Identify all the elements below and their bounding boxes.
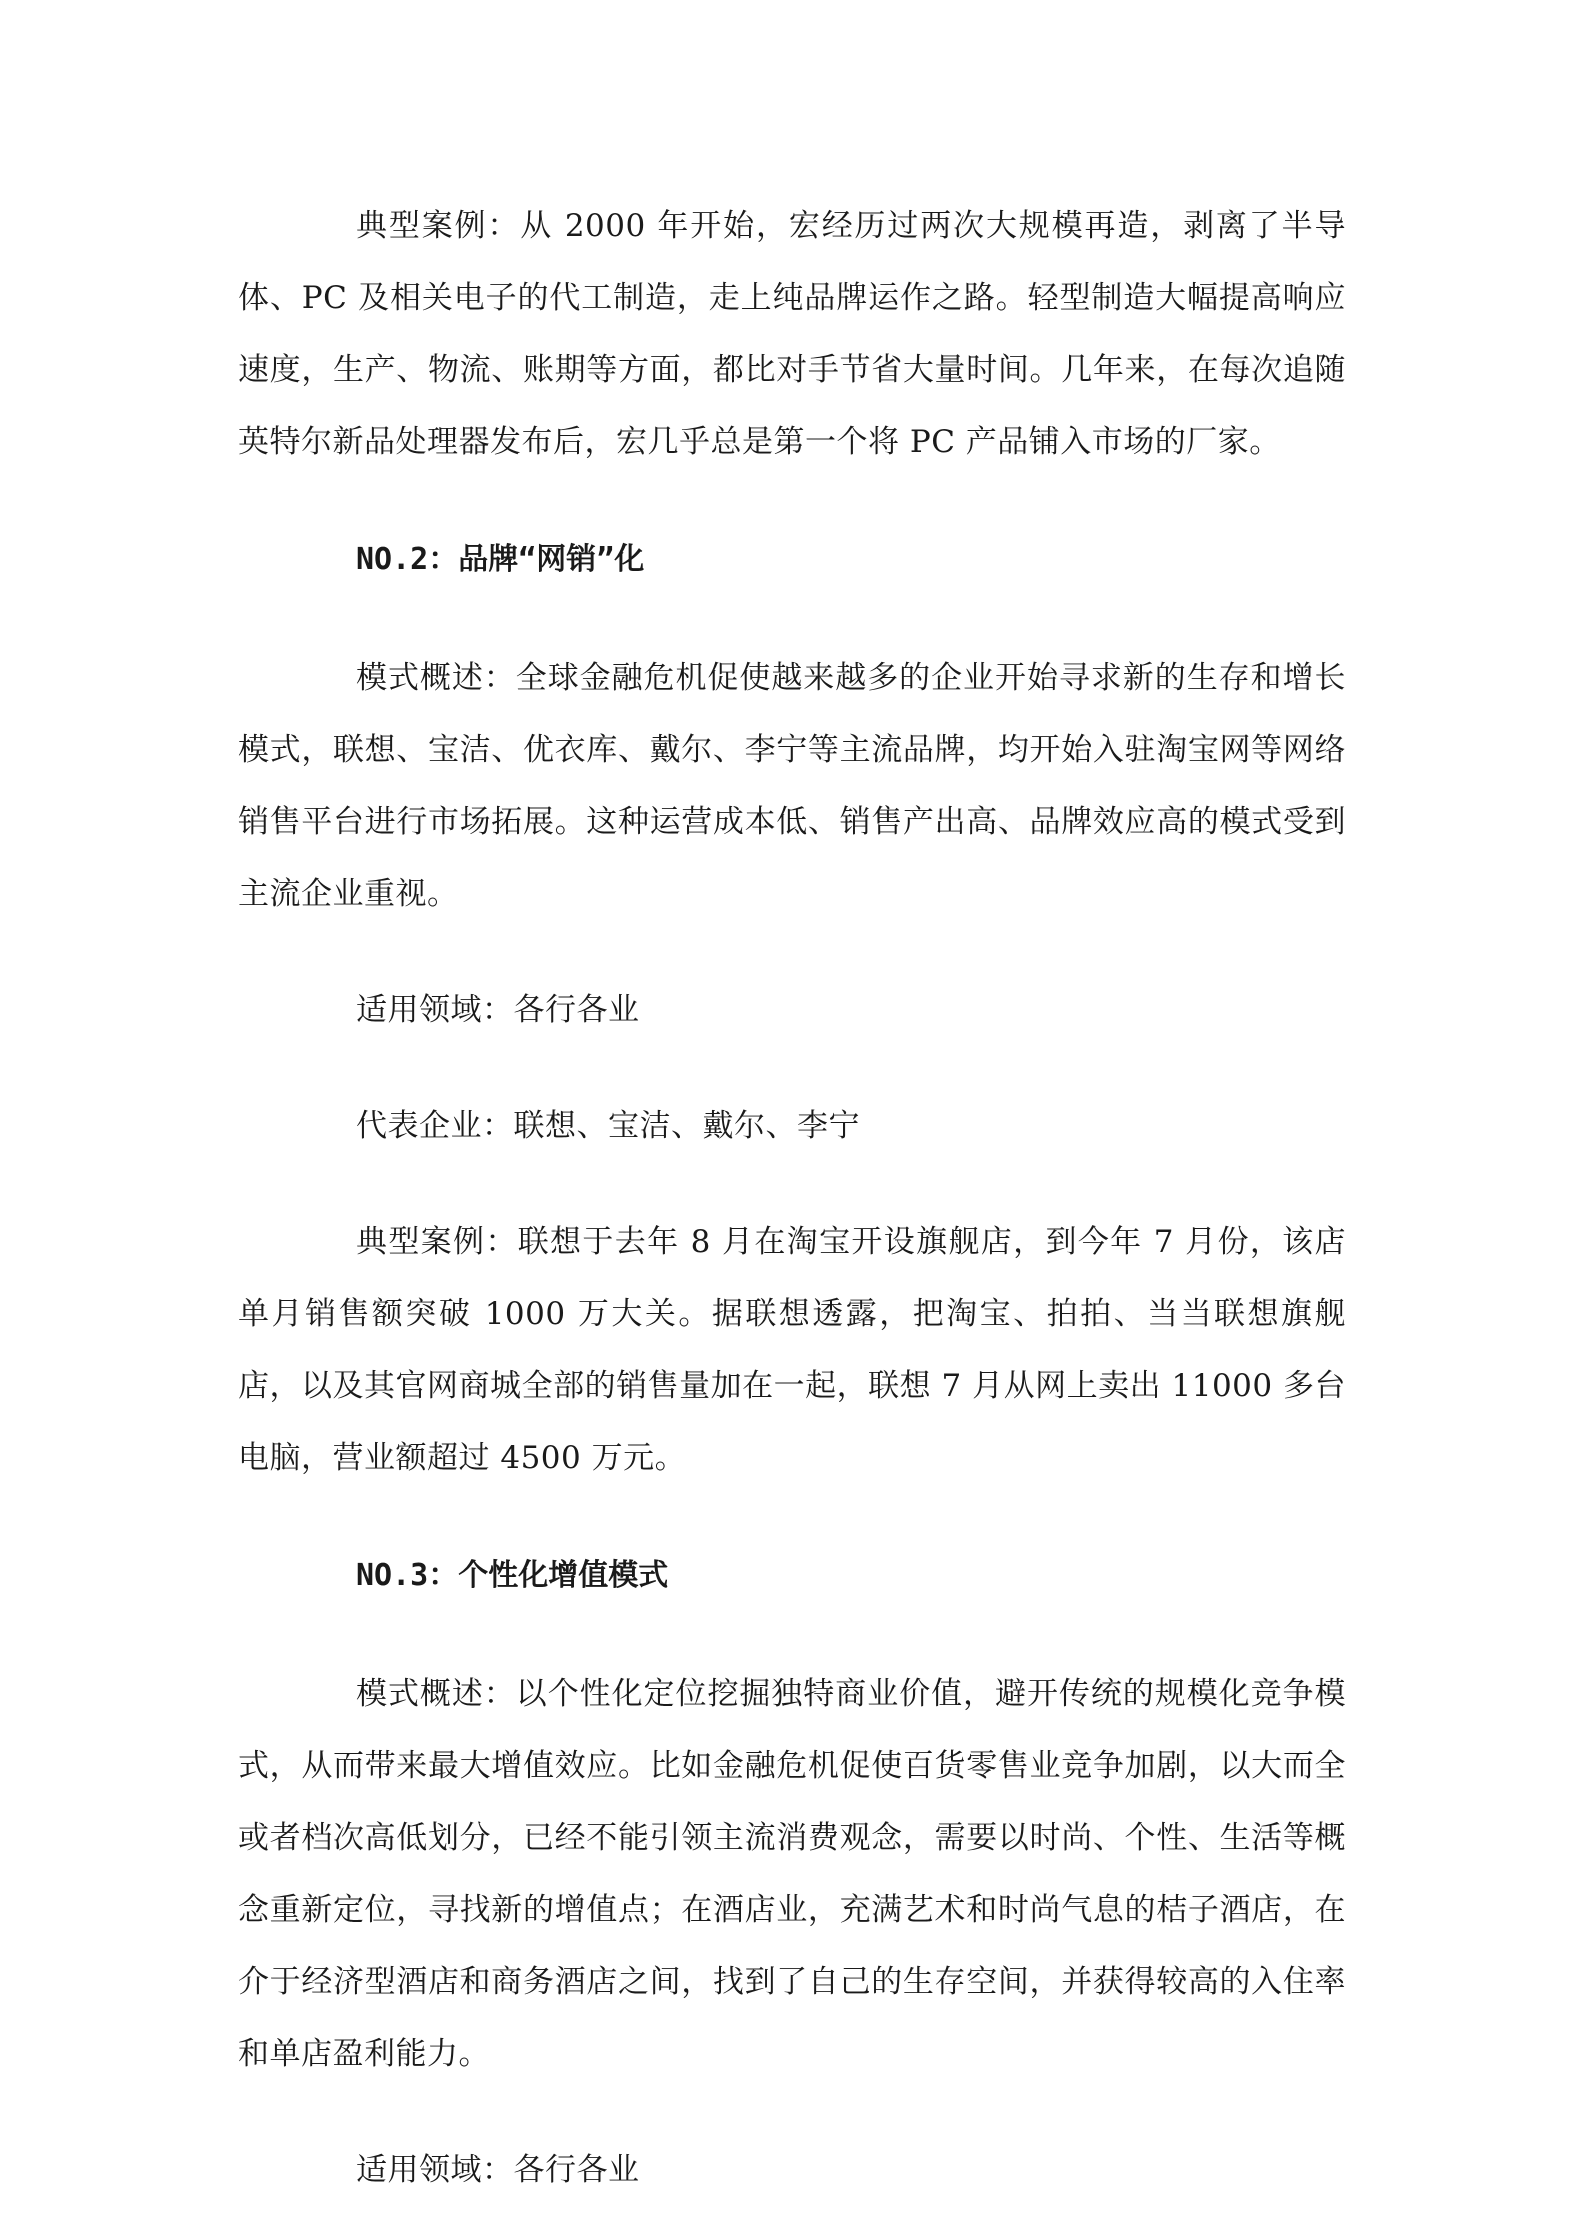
spacer <box>238 2090 1346 2134</box>
spacer <box>238 1162 1346 1206</box>
spacer <box>238 1612 1346 1658</box>
section-heading-no3: NO.3：个性化增值模式 <box>356 1558 669 1593</box>
spacer <box>238 1494 1346 1540</box>
section-heading-no2: NO.2：品牌“网销”化 <box>356 542 645 577</box>
spacer <box>238 596 1346 642</box>
overview-paragraph-no2: 模式概述：全球金融危机促使越来越多的企业开始寻求新的生存和增长模式，联想、宝洁、优衣库、戴尔、李宁等主流品牌，均开始入驻淘宝网等网络销售平台进行市场拓展。这种运营成本低、销售产出高、品牌效应高的模式受到主流企业重视。 <box>238 660 1346 912</box>
spacer <box>238 478 1346 524</box>
spacer <box>238 930 1346 974</box>
companies-paragraph-no2: 代表企业：联想、宝洁、戴尔、李宁 <box>356 1108 860 1144</box>
scope-paragraph-no2: 适用领域：各行各业 <box>356 992 640 1028</box>
overview-paragraph-no3: 模式概述：以个性化定位挖掘独特商业价值，避开传统的规模化竞争模式，从而带来最大增值效应。比如金融危机促使百货零售业竞争加剧，以大而全或者档次高低划分，已经不能引领主流消费观念，需要以时尚、个性、生活等概念重新定位，寻找新的增值点；在酒店业，充满艺术和时尚气息的桔子酒店，在介于经济型酒店和商务酒店之间，找到了自己的生存空间，并获得较高的入住率和单店盈利能力。 <box>238 1676 1346 2072</box>
scope-paragraph-no3: 适用领域：各行各业 <box>356 2152 640 2188</box>
case-paragraph-lenovo: 典型案例：联想于去年 8 月在淘宝开设旗舰店，到今年 7 月份，该店单月销售额突破 1000 万大关。据联想透露，把淘宝、拍拍、当当联想旗舰店，以及其官网商城全部的销售量加在一起，联想 7 月从网上卖出 11000 多台电脑，营业额超过 4500 万元。 <box>238 1224 1346 1476</box>
document-body <box>238 190 1346 2206</box>
case-paragraph-acer: 典型案例：从 2000 年开始，宏经历过两次大规模再造，剥离了半导体、PC 及相关电子的代工制造，走上纯品牌运作之路。轻型制造大幅提高响应速度，生产、物流、账期等方面，都比对手节省大量时间。几年来，在每次追随英特尔新品处理器发布后，宏几乎总是第一个将 PC 产品铺入市场的厂家。 <box>238 208 1346 460</box>
spacer <box>238 1046 1346 1090</box>
